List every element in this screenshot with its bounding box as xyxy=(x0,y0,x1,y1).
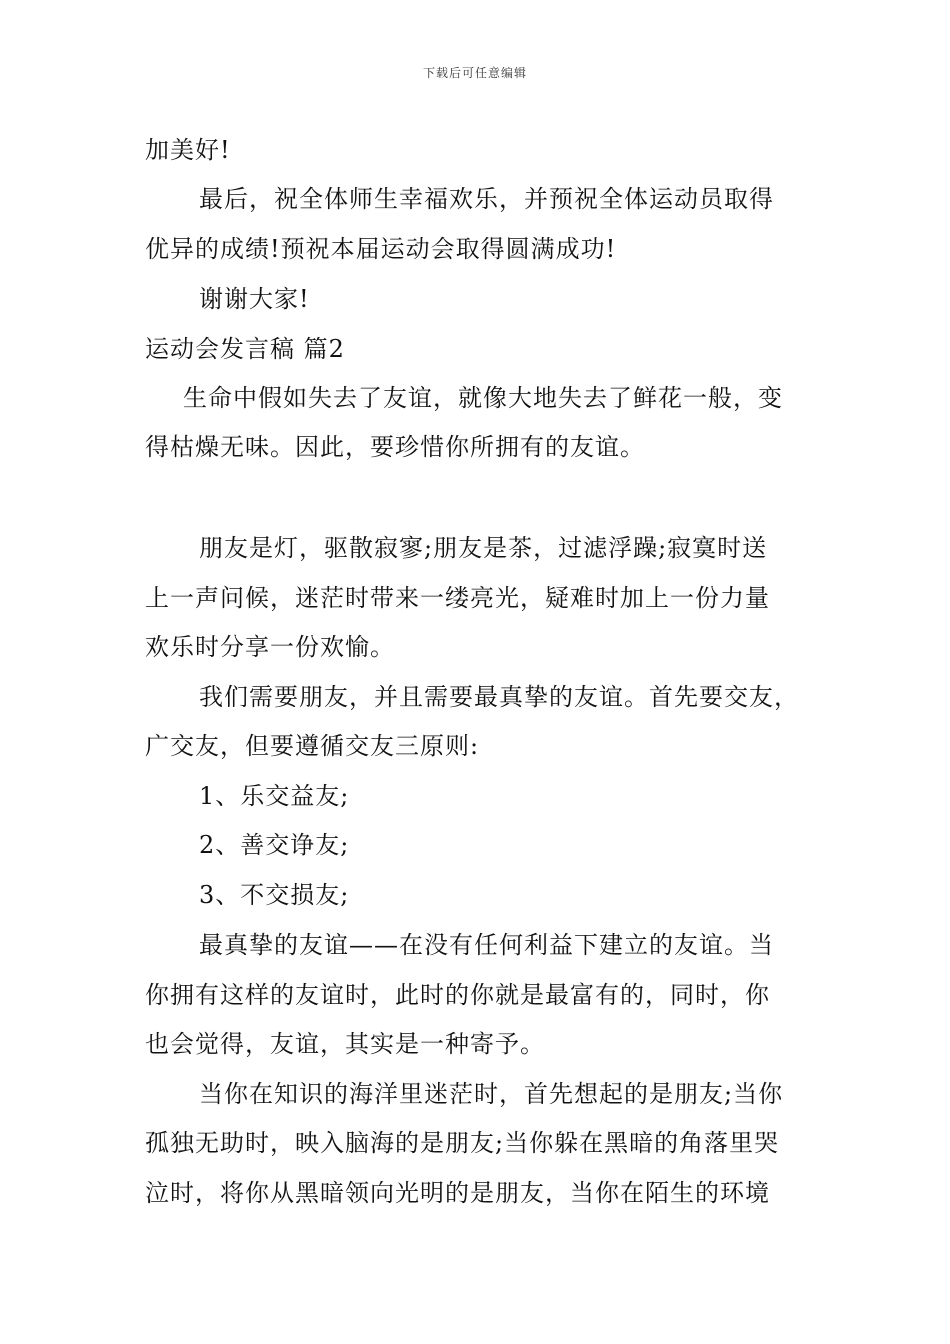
text-line: 朋友是灯，驱散寂寥;朋友是茶，过滤浮躁;寂寞时送 xyxy=(199,534,768,562)
text-line: 泣时，将你从黑暗领向光明的是朋友，当你在陌生的环境 xyxy=(145,1179,770,1207)
header-note: 下载后可任意编辑 xyxy=(422,66,527,80)
text-line: 优异的成绩!预祝本届运动会取得圆满成功! xyxy=(145,235,617,263)
text-line: 广交友，但要遵循交友三原则: xyxy=(145,732,480,760)
text-line: 最真挚的友谊——在没有任何利益下建立的友谊。当 xyxy=(199,931,774,959)
text-line: 谢谢大家! xyxy=(199,285,310,313)
section-title: 运动会发言稿 篇2 xyxy=(145,335,345,363)
text-line: 欢乐时分享一份欢愉。 xyxy=(145,633,395,661)
text-line: 孤独无助时，映入脑海的是朋友;当你躲在黑暗的角落里哭 xyxy=(145,1129,780,1157)
text-line: 最后，祝全体师生幸福欢乐，并预祝全体运动员取得 xyxy=(199,185,774,213)
list-item: 1、乐交益友; xyxy=(199,782,350,810)
text-line: 也会觉得，友谊，其实是一种寄予。 xyxy=(145,1030,545,1058)
list-item: 3、不交损友; xyxy=(199,881,350,909)
text-line: 得枯燥无味。因此，要珍惜你所拥有的友谊。 xyxy=(145,433,645,461)
text-line: 我们需要朋友，并且需要最真挚的友谊。首先要交友， xyxy=(199,683,799,711)
text-line: 你拥有这样的友谊时，此时的你就是最富有的，同时，你 xyxy=(145,981,770,1009)
text-line: 加美好! xyxy=(145,136,231,164)
text-line: 当你在知识的海洋里迷茫时，首先想起的是朋友;当你 xyxy=(199,1080,784,1108)
text-line: 上一声问候，迷茫时带来一缕亮光，疑难时加上一份力量 xyxy=(145,584,770,612)
text-line: 生命中假如失去了友谊，就像大地失去了鲜花一般，变 xyxy=(183,384,783,412)
list-item: 2、善交诤友; xyxy=(199,831,350,859)
